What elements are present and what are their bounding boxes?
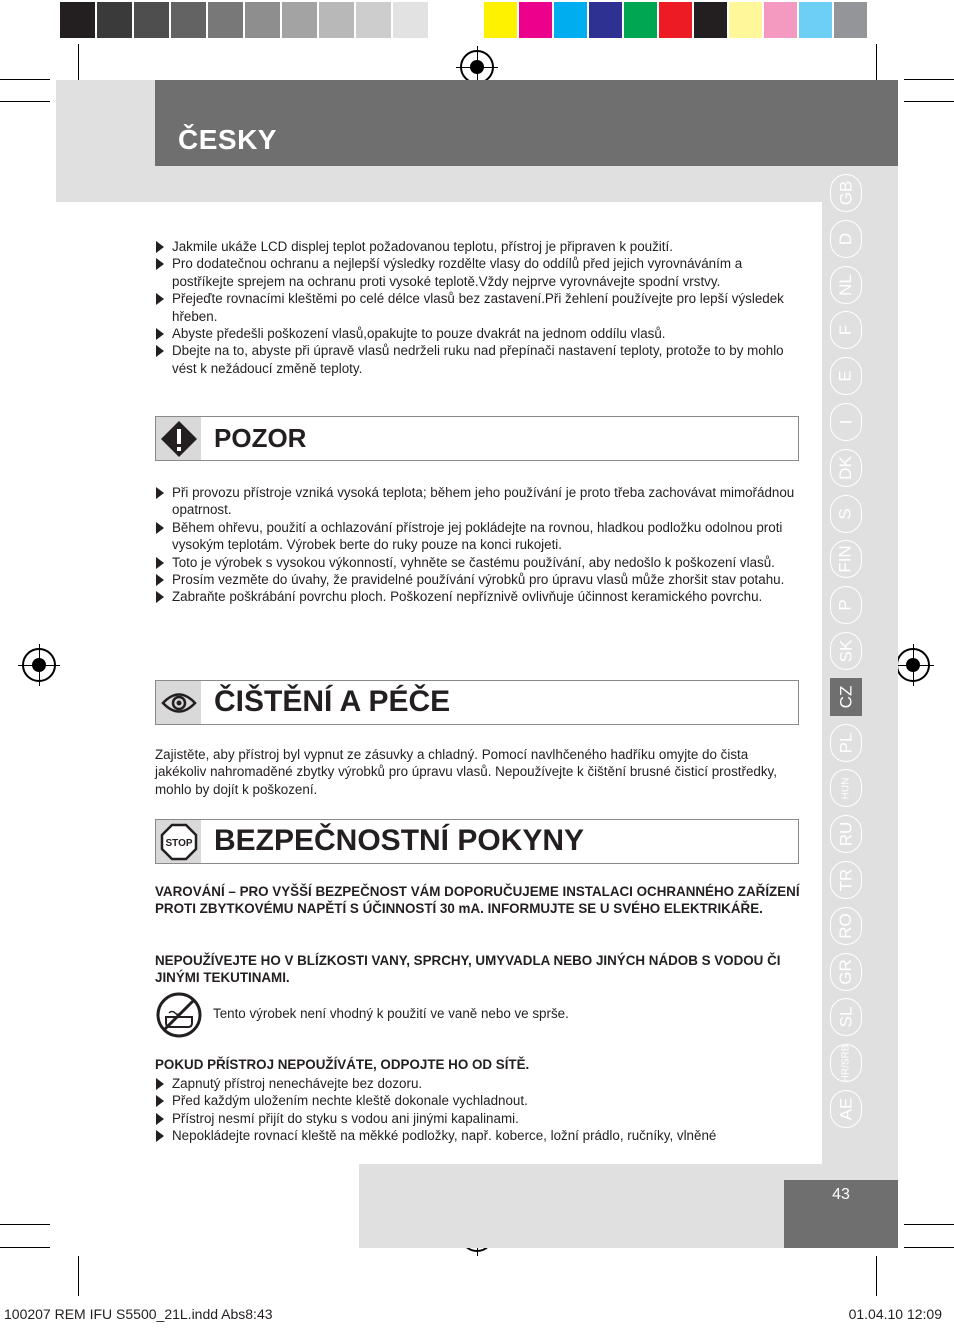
registration-mark-icon <box>22 648 56 682</box>
grey-swatch <box>356 2 393 38</box>
language-tab-label: FIN <box>835 545 855 574</box>
crop-mark <box>876 1256 877 1296</box>
safety-warning-unplug: POKUD PŘÍSTROJ NEPOUŽÍVÁTE, ODPOJTE HO OD SÍTĚ. <box>155 1057 530 1072</box>
cleaning-text: Zajistěte, aby přístroj byl vypnut ze zásuvky a chladný. Pomocí navlhčeného hadříku omyjte do čista jakékoliv nahromaděné zbytky výrobků pro úpravu vlasů. Nepoužívejte k čištění brusné čisticí prostředky, mohlo by dojít k poškození. <box>155 747 777 797</box>
list-item: Prosím vezměte do úvahy, že pravidelné používání výrobků pro úpravu vlasů může zhoršit stav potahu. <box>155 571 800 588</box>
safety-heading <box>155 819 799 864</box>
color-swatch <box>764 2 799 38</box>
crop-mark <box>78 44 79 80</box>
list-item: Abyste předešli poškození vlasů,opakujte to pouze dvakrát na jednom oddílu vlasů. <box>155 325 800 342</box>
language-tab-sl[interactable] <box>830 998 862 1036</box>
language-tab-label: GR <box>836 958 855 985</box>
caution-section <box>155 484 800 606</box>
grey-swatch <box>134 2 171 38</box>
language-tab-label: HUN <box>840 777 852 800</box>
caution-bullet-list <box>155 484 800 606</box>
language-tab-label: F <box>835 325 855 336</box>
grey-swatch <box>282 2 319 38</box>
footer-file-info: 100207 REM IFU S5500_21L.indd Abs8:43 <box>4 1306 273 1322</box>
safety-warning-water: NEPOUŽÍVEJTE HO V BLÍZKOSTI VANY, SPRCHY, UMYVADLA NEBO JINÝCH NÁDOB S VODOU ČI JINÝMI TEKUTINAMI. <box>155 953 781 986</box>
crop-mark <box>904 1247 954 1248</box>
language-tabs <box>830 174 862 1136</box>
list-item: Přejeďte rovnacími kleštěmi po celé délce vlasů bez zastavení.Při žehlení používejte pro lepší výsledek hřeben. <box>155 290 800 325</box>
language-tab-fin[interactable] <box>830 540 862 578</box>
list-item: Jakmile ukáže LCD displej teplot požadovanou teplotu, přístroj je připraven k použití. <box>155 238 800 255</box>
language-tab-label: E <box>836 370 855 382</box>
crop-mark <box>0 1224 50 1225</box>
language-tab-nl[interactable] <box>830 266 862 304</box>
language-tab-i[interactable] <box>830 403 862 441</box>
language-tab-e[interactable] <box>830 357 862 395</box>
crop-mark <box>904 79 954 80</box>
registration-mark-icon <box>896 648 930 682</box>
language-tab-label: CZ <box>835 685 855 709</box>
crop-mark <box>904 1224 954 1225</box>
crop-mark <box>876 44 877 80</box>
color-swatch <box>519 2 554 38</box>
grey-swatch <box>430 2 467 38</box>
language-tab-pl[interactable] <box>830 724 862 762</box>
language-tab-s[interactable] <box>830 495 862 533</box>
registration-mark-icon <box>460 50 494 84</box>
list-item: Před každým uložením nechte kleště dokonale vychladnout. <box>155 1092 800 1109</box>
warning-diamond-icon <box>156 417 201 460</box>
grey-swatch <box>60 2 97 38</box>
color-swatch <box>554 2 589 38</box>
language-tab-label: TR <box>835 868 855 892</box>
language-tab-label: SK <box>836 639 855 663</box>
grey-swatch <box>97 2 134 38</box>
language-tab-p[interactable] <box>830 586 862 624</box>
language-tab-gr[interactable] <box>830 953 862 991</box>
crop-mark <box>0 1247 50 1248</box>
crop-mark <box>904 101 954 102</box>
caution-title: POZOR <box>214 423 307 453</box>
language-tab-tr[interactable] <box>830 861 862 899</box>
cleaning-title: ČIŠTĚNÍ A PÉČE <box>214 685 451 718</box>
color-calibration-bar <box>484 2 869 38</box>
language-tab-f[interactable] <box>830 311 862 349</box>
color-swatch <box>659 2 694 38</box>
safety-section <box>155 1075 800 1145</box>
color-swatch <box>694 2 729 38</box>
intro-section <box>155 238 800 377</box>
language-tab-label: AE <box>836 1097 855 1121</box>
language-tab-label: HR/SRB <box>840 1044 852 1083</box>
language-tab-cz[interactable] <box>830 678 862 716</box>
list-item: Zapnutý přístroj nenechávejte bez dozoru. <box>155 1075 800 1092</box>
list-item: Pro dodatečnou ochranu a nejlepší výsledky rozdělte vlasy do oddílů před jejich vyrovnáváním a postříkejte sprejem na ochranu proti vysoké teplotě.Vždy nejprve vyrovnávejte spodní vrstvy. <box>155 255 800 290</box>
page-number: 43 <box>832 1186 850 1203</box>
grey-swatch <box>171 2 208 38</box>
language-tab-ru[interactable] <box>830 815 862 853</box>
language-tab-label: D <box>836 232 855 245</box>
list-item: Toto je výrobek s vysokou výkonností, vyhněte se častému používání, aby nedošlo k poškození vlasů. <box>155 554 800 571</box>
grey-swatch <box>393 2 430 38</box>
list-item: Dbejte na to, abyste při úpravě vlasů nedrželi ruku nad přepínači nastavení teploty, protože to by mohlo vést k nežádoucí změně teploty. <box>155 342 800 377</box>
no-bath-icon <box>155 991 203 1039</box>
stop-label: STOP <box>164 837 193 849</box>
grey-swatch <box>319 2 356 38</box>
caution-heading <box>155 416 799 461</box>
language-tab-label: GB <box>836 180 855 206</box>
crop-mark <box>78 1256 79 1296</box>
safety-bullet-list <box>155 1075 800 1145</box>
language-tab-ro[interactable] <box>830 907 862 945</box>
list-item: Během ohřevu, použití a ochlazování přístroje jej pokládejte na rovnou, hladkou podložku odolnou proti vysokým teplotám. Výrobek berte do ruky pouze na konci rukojeti. <box>155 519 800 554</box>
language-tab-dk[interactable] <box>830 449 862 487</box>
color-swatch <box>624 2 659 38</box>
language-tab-d[interactable] <box>830 220 862 258</box>
language-tab-hr-srb[interactable] <box>830 1044 862 1082</box>
list-item: Zabraňte poškrábání povrchu ploch. Poškození nepříznivě ovlivňuje účinnost keramického povrchu. <box>155 588 800 605</box>
page-title: ČESKY <box>178 124 277 155</box>
color-swatch <box>589 2 624 38</box>
color-swatch <box>484 2 519 38</box>
color-swatch <box>729 2 764 38</box>
intro-bullet-list <box>155 238 800 377</box>
language-tab-hun[interactable] <box>830 769 862 807</box>
eye-icon <box>156 681 201 724</box>
color-swatch <box>834 2 869 38</box>
language-tab-label: PL <box>835 732 855 753</box>
language-tab-ae[interactable] <box>830 1090 862 1128</box>
crop-mark <box>0 79 50 80</box>
color-swatch <box>799 2 834 38</box>
language-tab-label: P <box>836 599 855 611</box>
bath-note: Tento výrobek není vhodný k použití ve vaně nebo ve sprše. <box>213 1006 569 1021</box>
language-tab-label: RU <box>836 821 855 847</box>
language-tab-gb[interactable] <box>830 174 862 212</box>
language-tab-label: SL <box>835 1006 855 1028</box>
cleaning-heading <box>155 680 799 725</box>
language-tab-label: S <box>836 507 855 520</box>
safety-title: BEZPEČNOSTNÍ POKYNY <box>214 824 585 857</box>
list-item: Při provozu přístroje vzniká vysoká teplota; během jeho používání je proto třeba zachovávat mimořádnou opatrnost. <box>155 484 800 519</box>
language-tab-label: NL <box>835 273 855 296</box>
grey-calibration-bar <box>60 2 467 38</box>
grey-swatch <box>208 2 245 38</box>
language-tab-label: I <box>835 419 855 425</box>
language-tab-sk[interactable] <box>830 632 862 670</box>
grey-swatch <box>245 2 282 38</box>
safety-warning-rcd: VAROVÁNÍ – PRO VYŠŠÍ BEZPEČNOST VÁM DOPORUČUJEME INSTALACI OCHRANNÉHO ZAŘÍZENÍ PROTI ZBYTKOVÉMU NAPĚTÍ S ÚČINNOSTÍ 30 mA. INFORMUJTE SE U SVÉHO ELEKTRIKÁŘE. <box>155 884 800 917</box>
crop-mark <box>0 101 50 102</box>
footer-date: 01.04.10 12:09 <box>848 1306 942 1322</box>
language-tab-label: DK <box>836 455 855 480</box>
list-item: Nepokládejte rovnací kleště na měkké podložky, např. koberce, ložní prádlo, ručníky, vlněné <box>155 1127 800 1144</box>
language-tab-label: RO <box>836 913 855 939</box>
list-item: Přístroj nesmí přijít do styku s vodou ani jinými kapalinami. <box>155 1110 800 1127</box>
stop-sign-icon <box>156 820 201 863</box>
